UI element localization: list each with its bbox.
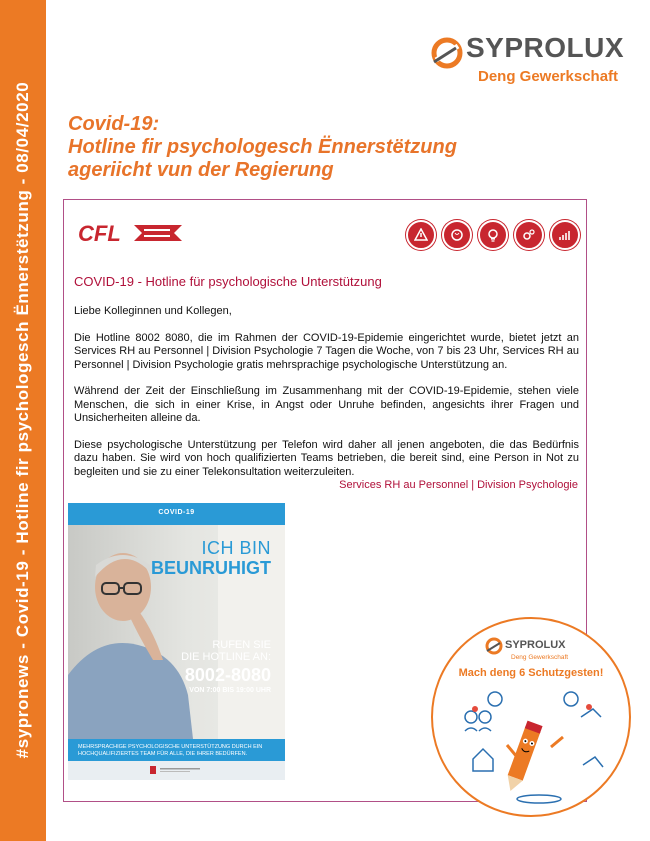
article-paragraph-1: Die Hotline 8002 8080, die im Rahmen der COVID-19-Epidemie eingerichtet wurde, bietet jetzt an Services RH au Personnel | Division Psychologie 7 Tagen die Woche, von 7 bis 23 Uhr, Services RH au Personnel | Division Psychologie gratis mehrsprachige psychologische Unterstützung an.	[74, 331, 579, 371]
article-body	[74, 305, 579, 492]
article-title: COVID-19 - Hotline für psychologische Unterstützung	[74, 274, 382, 289]
poster-footer-text: MEHRSPRACHIGE PSYCHOLOGISCHE UNTERSTÜTZUNG DURCH EIN HOCHQUALIFIZIERTES TEAM FÜR ALLE, DIE IHRER BEDÜRFEN.	[78, 744, 263, 757]
syprolux-mark-icon	[430, 36, 464, 70]
pencil-mascot-illustration	[453, 687, 613, 807]
article-signature: Services RH au Personnel | Division Psychologie	[339, 479, 578, 491]
headline	[68, 113, 457, 182]
icon-row	[406, 220, 580, 250]
poster-hotline: DIE HOTLINE AN:	[181, 651, 271, 663]
sticker-logo-name: SYPROLUX	[505, 639, 566, 651]
article-paragraph-3: Diese psychologische Unterstützung per Telefon wird daher all jenen angeboten, die das Bedürfnis dazu haben. Sie wird von hoch qualifizierten Teams betrieben, die bereit sind, eine Person in Not zu begleiten und sie zu einer Telekonsultation weiterzuleiten.	[74, 438, 579, 478]
article-greeting: Liebe Kolleginnen und Kollegen,	[74, 305, 232, 317]
poster-line-1: ICH BIN	[201, 538, 271, 558]
poster-hours: VON 7:00 BIS 19:00 UHR	[189, 687, 271, 694]
cfl-logo-icon	[78, 222, 186, 244]
chart-icon	[550, 220, 580, 250]
schutzgesten-sticker	[431, 617, 631, 817]
logo-subtitle: Deng Gewerkschaft	[478, 68, 619, 85]
lightbulb-icon	[478, 220, 508, 250]
poster-covid-label: COVID-19	[158, 509, 195, 516]
headline-line-1: Covid-19:	[68, 113, 160, 135]
poster-rufen: RUFEN SIE	[212, 639, 271, 651]
sticker-logo-mark-icon	[485, 637, 503, 655]
covid-poster	[68, 503, 285, 780]
sticker-logo-subtitle: Deng Gewerkschaft	[511, 654, 569, 661]
warning-icon	[406, 220, 436, 250]
gears-icon	[514, 220, 544, 250]
poster-line-2: BEUNRUHIGT	[151, 558, 271, 578]
svg-text:CFL: CFL	[78, 222, 121, 244]
brain-icon	[442, 220, 472, 250]
article-paragraph-2: Während der Zeit der Einschließung im Zusammenhang mit der COVID-19-Epidemie, stehen viele Menschen, die sich in einer Krise, in Angst oder Unruhe befinden, angesichts ihrer Fragen und Unsicherheiten alleine da.	[74, 385, 579, 424]
side-banner	[0, 0, 46, 841]
side-banner-text: #sypronews - Covid-19 - Hotline fir psychologesch Ënnerstëtzung - 08/04/2020	[13, 81, 32, 759]
sticker-tagline: Mach deng 6 Schutzgesten!	[458, 667, 604, 679]
government-logo-icon	[150, 766, 210, 774]
headline-line-3: ageriicht vun der Regierung	[68, 159, 334, 181]
headline-line-2: Hotline fir psychologesch Ënnerstëtzung	[68, 136, 457, 158]
poster-phone: 8002-8080	[184, 665, 271, 685]
syprolux-logo	[430, 30, 630, 90]
logo-name: SYPROLUX	[466, 32, 625, 63]
